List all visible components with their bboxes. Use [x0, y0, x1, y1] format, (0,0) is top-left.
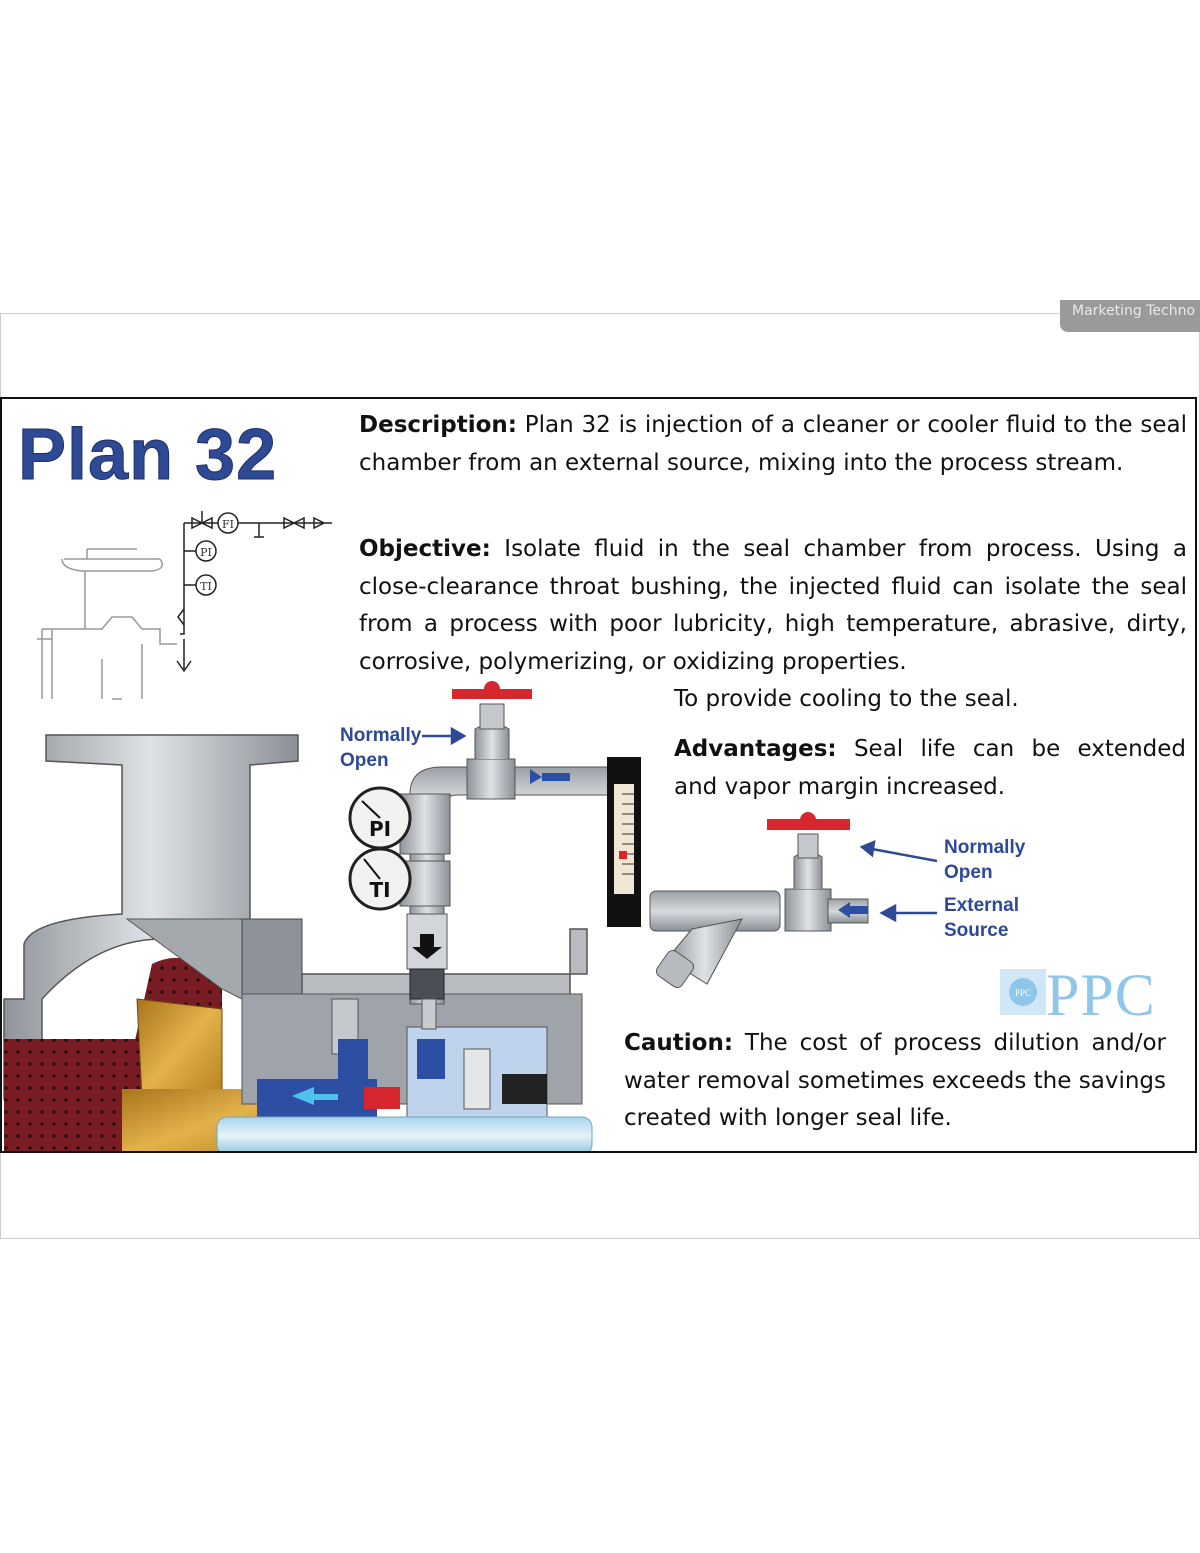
callout-external-source — [944, 893, 1019, 943]
objective-text: Isolate fluid in the seal chamber from process. Using a close-clearance throat bushing, the injected fluid can isolate the seal from a process with poor lubricity, high temperature, abrasive, dirty, corrosive, polymerizing, or oxidizing properties. — [359, 536, 1187, 675]
callout-normally-open-1-line1: Normally — [340, 725, 422, 746]
callout-normally-open-1-line2: Open — [340, 750, 389, 771]
slide — [0, 397, 1197, 1153]
callout-normally-open-2-line1: Normally — [944, 837, 1026, 858]
pid-schematic — [37, 511, 332, 699]
plan-32-illustration — [2, 399, 1197, 1153]
callout-external-source-line2: Source — [944, 920, 1009, 941]
advantages-text: Seal life can be extended and vapor margin increased. — [674, 736, 1186, 800]
pi-gauge-label: PI — [368, 817, 392, 841]
strainer — [650, 891, 780, 990]
ti-gauge — [350, 849, 410, 909]
ti-gauge-label: TI — [369, 878, 391, 902]
pump-shaft — [217, 1117, 592, 1153]
objective-label: Objective: — [359, 536, 491, 562]
ppc-logo: PPC — [1046, 962, 1156, 1028]
marketing-tab[interactable]: Marketing Techno — [1060, 300, 1200, 332]
page-title: Plan 32 — [18, 415, 278, 495]
caution-label: Caution: — [624, 1030, 734, 1056]
pi-gauge — [350, 788, 410, 848]
callout-normally-open-2-line2: Open — [944, 862, 993, 883]
description-text: Plan 32 is injection of a cleaner or cooler fluid to the seal chamber from an external source, mixing into the process stream. — [359, 412, 1187, 476]
schematic-pi-label: PI — [200, 546, 212, 559]
valve-normally-open-2 — [767, 812, 868, 931]
callout-external-source-line1: External — [944, 895, 1019, 916]
callout-normally-open-1 — [340, 723, 421, 773]
description-label: Description: — [359, 412, 517, 438]
flow-indicator — [607, 757, 641, 927]
schematic-ti-label: TI — [200, 580, 212, 593]
advantages-label: Advantages: — [674, 736, 837, 762]
caution-text: The cost of process dilution and/or water removal sometimes exceeds the savings created with longer seal life. — [624, 1030, 1166, 1131]
callout-normally-open-2 — [944, 835, 1025, 885]
schematic-fi-label: FI — [222, 518, 234, 531]
ppc-logo-emblem — [1000, 969, 1046, 1015]
ppc-logo-small: PPC — [1014, 988, 1032, 998]
objective-text-last: To provide cooling to the seal. — [674, 686, 1019, 712]
